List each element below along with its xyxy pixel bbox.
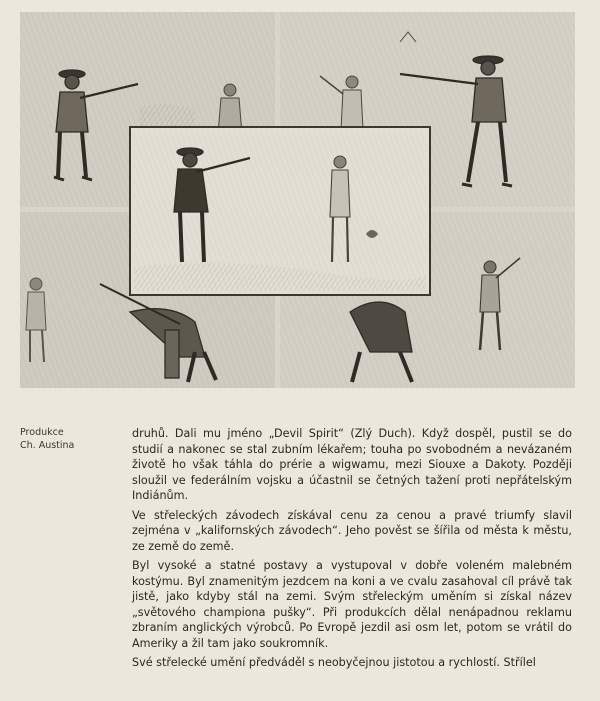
engraving-illustration bbox=[20, 12, 575, 388]
engraving-plate bbox=[20, 12, 575, 388]
side-caption bbox=[20, 426, 125, 452]
paragraph: druhů. Dali mu jméno „Devil Spirit“ (Zlý Duch). Když dospěl, pustil se do studií a nakonec se stal zubním lékařem; touha po svobodném a nevázaném životě ho však táhla do prérie a wigwamu, mezi Siouxe a Dakoty. Později sloužil ve federálním vojsku a účastnil se četných tažení proti nepřátelským Indiánům. bbox=[132, 427, 572, 502]
article-body bbox=[132, 426, 572, 671]
caption-line-2: Ch. Austina bbox=[20, 440, 75, 451]
paragraph: Své střelecké umění předváděl s neobyčejnou jistotou a rychlostí. Střílel bbox=[132, 656, 536, 669]
paragraph: Byl vysoké a statné postavy a vystupoval v dobře voleném malebném kostýmu. Byl znamenitým jezdcem na koni a ve cvalu zasahoval cíl právě tak jistě, jako kdyby stál na zemi. Svým střeleckým uměním si získal název „světového championa pušky“. Při produkcích dělal nenápadnou reklamu zbraním anglických výrobců. Po Evropě jezdil asi osm let, potom se vrátil do Ameriky a žil tam jako soukromník. bbox=[132, 559, 572, 650]
caption-line-1: Produkce bbox=[20, 427, 64, 438]
paragraph: Ve střeleckých závodech získával cenu za cenou a pravé triumfy slavil zejména v „kalifornských závodech“. Jeho pověst se šířila od města k městu, ze země do země. bbox=[132, 508, 572, 553]
